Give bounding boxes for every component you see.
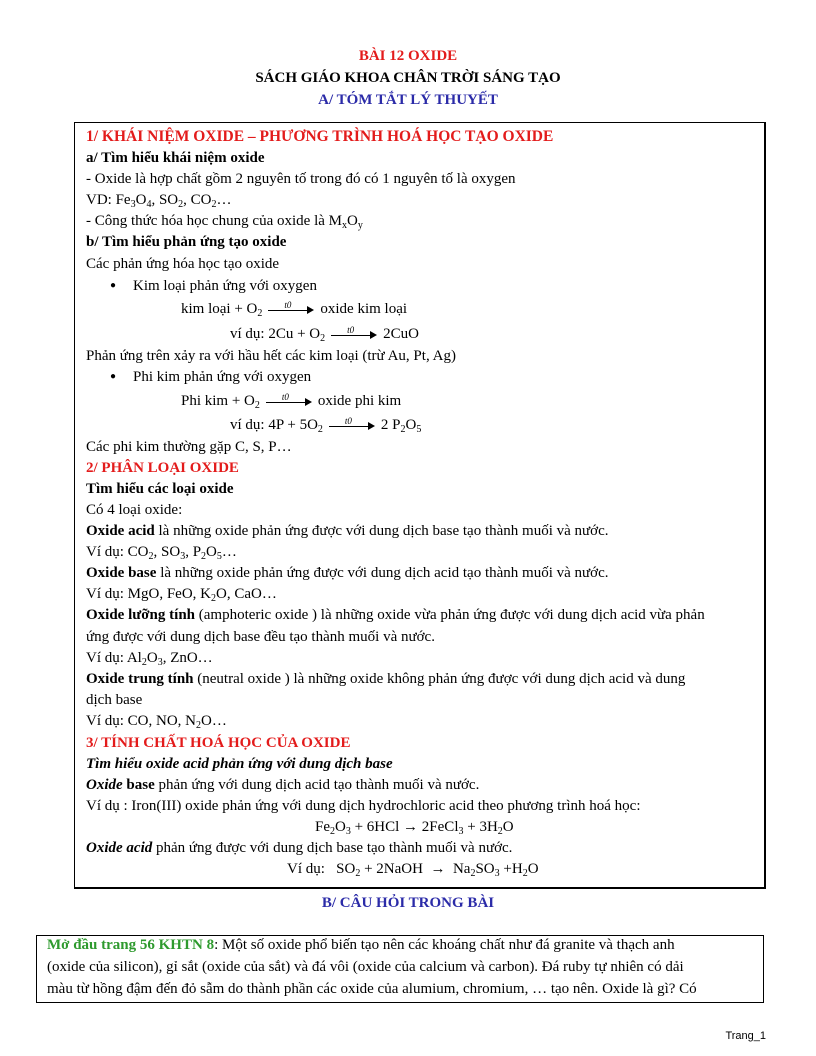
doc-subtitle: SÁCH GIÁO KHOA CHÂN TRỜI SÁNG TẠO (255, 70, 561, 86)
bullet-icon: ● (110, 371, 117, 382)
heading-3: 3/ TÍNH CHẤT HOÁ HỌC CỦA OXIDE (86, 735, 351, 751)
bullet-icon: ● (110, 280, 117, 291)
heading-2: 2/ PHÂN LOẠI OXIDE (86, 460, 239, 476)
equation: Ví dụ: $SO_2$ + 2NaOH → $Na_2SO_3 +H_2O$ (287, 861, 539, 879)
equation: ví dụ: $4P + 5O_2$ t0 2 $P_2O_5$ (230, 415, 422, 435)
text-line: Ví dụ: CO, NO, $N_2O\dots$ (86, 713, 227, 731)
equation: Phi kim + $O_2$ t0 oxide phi kim (181, 391, 402, 411)
text-line: Oxide trung tính (neutral oxide ) là những oxide không phản ứng được với dung dịch acid và dung (86, 671, 686, 687)
text-line: Oxide acid là những oxide phản ứng được với dung dịch base tạo thành muối và nước. (86, 523, 609, 539)
text-line: - Oxide là hợp chất gồm 2 nguyên tố trong đó có 1 nguyên tố là oxygen (86, 171, 516, 187)
text-line: - Công thức hóa học chung của oxide là $M_xO_y$ (86, 213, 363, 231)
reaction-arrow-icon: t0 (329, 421, 375, 431)
equation: $Fe_2O_3 + 6HCl$ → 2FeCl$_3$ + $3H_2O$ (315, 819, 514, 837)
reaction-arrow-icon: t0 (268, 305, 314, 315)
text-line: Ví dụ: $CO_2$, $SO_3$, $P_2O_5\dots$ (86, 544, 237, 562)
bullet-text: Phi kim phản ứng với oxygen (133, 369, 312, 385)
heading-3a: Tìm hiểu oxide acid phản ứng với dung dịch base (86, 756, 393, 772)
text-line: Các phi kim thường gặp C, S, P… (86, 439, 292, 455)
reaction-arrow-icon: t0 (266, 397, 312, 407)
equation: ví dụ: $2Cu + O_2$ t0 2CuO (230, 324, 419, 344)
bullet-text: Kim loại phản ứng với oxygen (133, 278, 317, 294)
question-line: màu từ hồng đậm đến đỏ sẫm do thành phần các oxide của alumium, chromium, … tạo nên. Oxide là gì? Có (47, 981, 697, 997)
text-line: dịch base (86, 692, 143, 708)
doc-title: BÀI 12 OXIDE (358, 48, 458, 64)
text-line: ứng được với dung dịch base đều tạo thành muối và nước. (86, 629, 435, 645)
reaction-arrow-icon: t0 (331, 330, 377, 340)
text-line: Oxide base là những oxide phản ứng được với dung dịch acid tạo thành muối và nước. (86, 565, 609, 581)
section-a-heading: A/ TÓM TẮT LÝ THUYẾT (318, 92, 498, 108)
page-number: Trang_1 (725, 1030, 766, 1042)
text-line: Oxide base phản ứng với dung dịch acid tạo thành muối và nước. (86, 777, 480, 793)
question-line: (oxide của silicon), gỉ sắt (oxide của sắt) và đá vôi (oxide của calcium và carbon). Đá ruby tự nhiên có dải (47, 959, 684, 975)
question-label: Mở đầu trang 56 KHTN 8 (47, 937, 215, 953)
heading-1b: b/ Tìm hiểu phản ứng tạo oxide (86, 234, 287, 250)
text-line: Oxide acid phản ứng được với dung dịch base tạo thành muối và nước. (86, 840, 513, 856)
heading-1a: a/ Tìm hiểu khái niệm oxide (86, 150, 265, 166)
text-line: Các phản ứng hóa học tạo oxide (86, 256, 280, 272)
question-line: Mở đầu trang 56 KHTN 8: Một số oxide phổ biến tạo nên các khoáng chất như đá granite và thạch anh (47, 937, 675, 953)
section-b-heading: B/ CÂU HỎI TRONG BÀI (321, 895, 495, 911)
heading-2a: Tìm hiểu các loại oxide (86, 481, 234, 497)
text-line: Phản ứng trên xảy ra với hầu hết các kim loại (trừ Au, Pt, Ag) (86, 348, 456, 364)
text-line: Ví dụ: $Al_2O_3$, ZnO… (86, 650, 213, 668)
text-line: Có 4 loại oxide: (86, 502, 183, 518)
text-line: Ví dụ: MgO, FeO, $K_2O$, CaO… (86, 586, 277, 604)
heading-1: 1/ KHÁI NIỆM OXIDE – PHƯƠNG TRÌNH HOÁ HỌC TẠO OXIDE (86, 128, 554, 145)
equation: kim loại + $O_2$ t0 oxide kim loại (181, 299, 408, 319)
text-line: Ví dụ : Iron(III) oxide phản ứng với dung dịch hydrochloric acid theo phương trình hoá học: (86, 798, 641, 814)
text-line: VD: $Fe_3O_4$, $SO_2$, $CO_2\dots$ (86, 192, 232, 210)
text-line: Oxide lưỡng tính (amphoteric oxide ) là những oxide vừa phản ứng được với dung dịch acid vừa phản (86, 607, 705, 623)
